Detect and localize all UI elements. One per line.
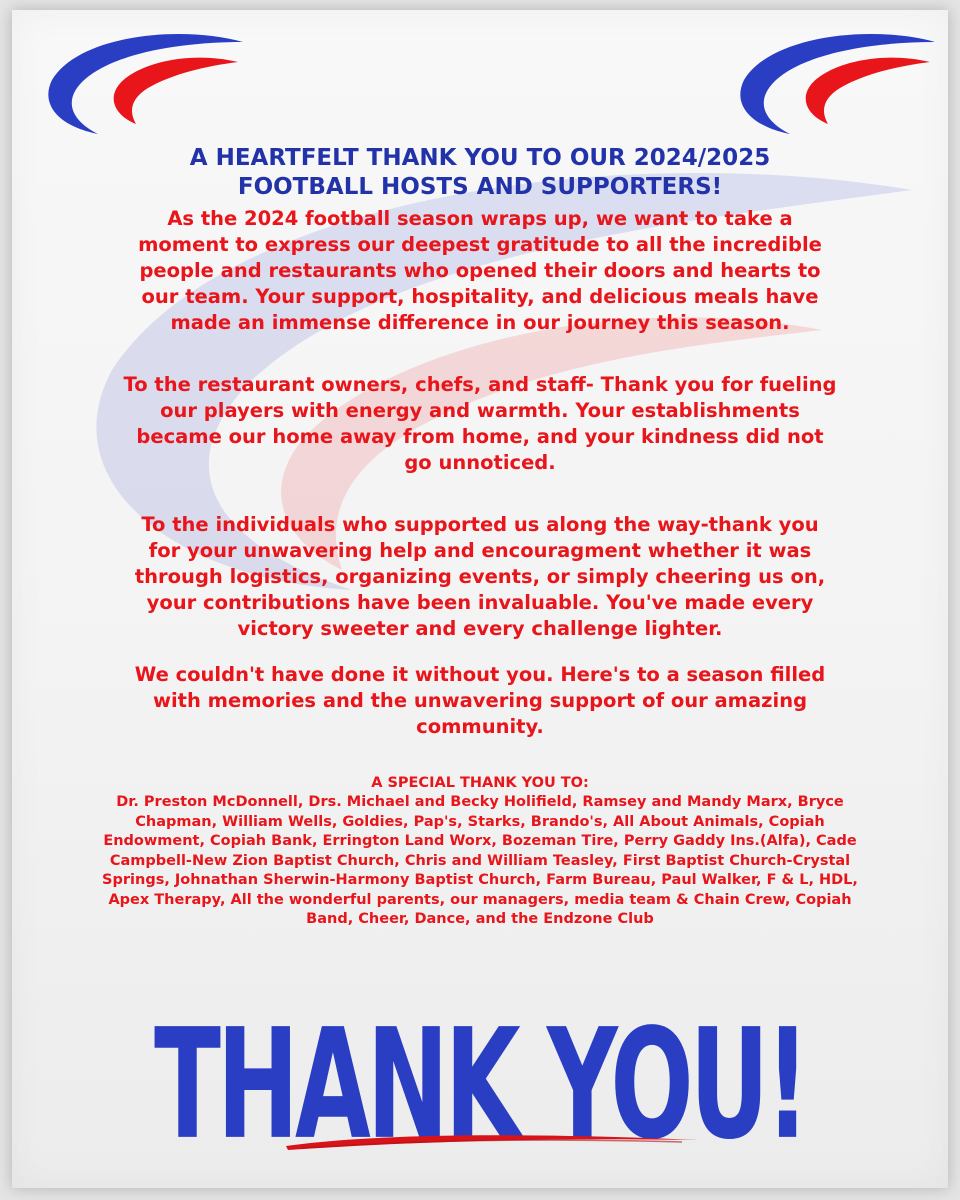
paragraph-line: our players with energy and warmth. Your establishments (160, 399, 800, 422)
paragraph-line: To the individuals who supported us along the way-thank you (141, 513, 819, 536)
swoosh-logo-right-icon (730, 28, 940, 138)
paragraph-line: go unnoticed. (404, 451, 556, 474)
flyer-paper (12, 10, 948, 1188)
paragraph-line: became our home away from home, and your kindness did not (136, 425, 824, 448)
paragraph-line: community. (416, 715, 544, 738)
headline (52, 144, 908, 202)
paragraph-line: with memories and the unwavering support of our amazing (152, 689, 808, 712)
paragraph-line: We couldn't have done it without you. Here's to a season filled (134, 663, 826, 686)
paragraph-line: victory sweeter and every challenge lighter. (237, 617, 723, 640)
special-thanks-line: Campbell-New Zion Baptist Church, Chris and William Teasley, First Baptist Church-Crystal (109, 852, 851, 869)
swoosh-logo-left-icon (38, 28, 248, 138)
paragraph-line: moment to express our deepest gratitude to all the incredible (138, 233, 822, 256)
special-thanks-line: Endowment, Copiah Bank, Errington Land Worx, Bozeman Tire, Perry Gaddy Ins.(Alfa), Cade (103, 833, 857, 849)
paragraph-season-wrap (72, 206, 888, 336)
paragraph-restaurants (72, 372, 888, 476)
brush-underline-icon (282, 1128, 702, 1154)
special-thanks-line: Springs, Johnathan Sherwin-Harmony Baptist Church, Farm Bureau, Paul Walker, F & L, HDL, (102, 872, 858, 888)
paragraph-line: made an immense difference in our journey this season. (170, 311, 790, 334)
paragraph-line: through logistics, organizing events, or simply cheering us on, (134, 565, 826, 588)
paragraph-line: your contributions have been invaluable. You've made every (146, 591, 814, 614)
headline-line-2: FOOTBALL HOSTS AND SUPPORTERS! (237, 174, 723, 200)
special-thanks-names (52, 793, 908, 930)
paragraph-line: for your unwavering help and encouragment whether it was (148, 539, 812, 562)
special-thanks-title: A SPECIAL THANK YOU TO: (371, 775, 589, 791)
special-thanks-line: Dr. Preston McDonnell, Drs. Michael and Becky Holifield, Ramsey and Mandy Marx, Bryce (116, 794, 844, 810)
paragraph-line: As the 2024 football season wraps up, we want to take a (167, 207, 793, 230)
special-thanks-line: Band, Cheer, Dance, and the Endzone Club (306, 911, 654, 927)
special-thanks-section (52, 774, 908, 930)
special-thanks-line: Apex Therapy, All the wonderful parents, our managers, media team & Chain Crew, Copiah (108, 891, 852, 908)
paragraph-community (72, 662, 888, 740)
paragraph-line: people and restaurants who opened their doors and hearts to (139, 259, 821, 282)
paragraph-individuals (72, 512, 888, 642)
paragraph-line: our team. Your support, hospitality, and delicious meals have (141, 285, 819, 308)
headline-line-1: A HEARTFELT THANK YOU TO OUR 2024/2025 (189, 145, 771, 171)
special-thanks-line: Chapman, William Wells, Goldies, Pap's, Starks, Brando's, All About Animals, Copiah (135, 813, 825, 830)
big-thank-you-heading: THANK YOU! (154, 997, 806, 1175)
paragraph-line: To the restaurant owners, chefs, and staff- Thank you for fueling (123, 373, 837, 396)
